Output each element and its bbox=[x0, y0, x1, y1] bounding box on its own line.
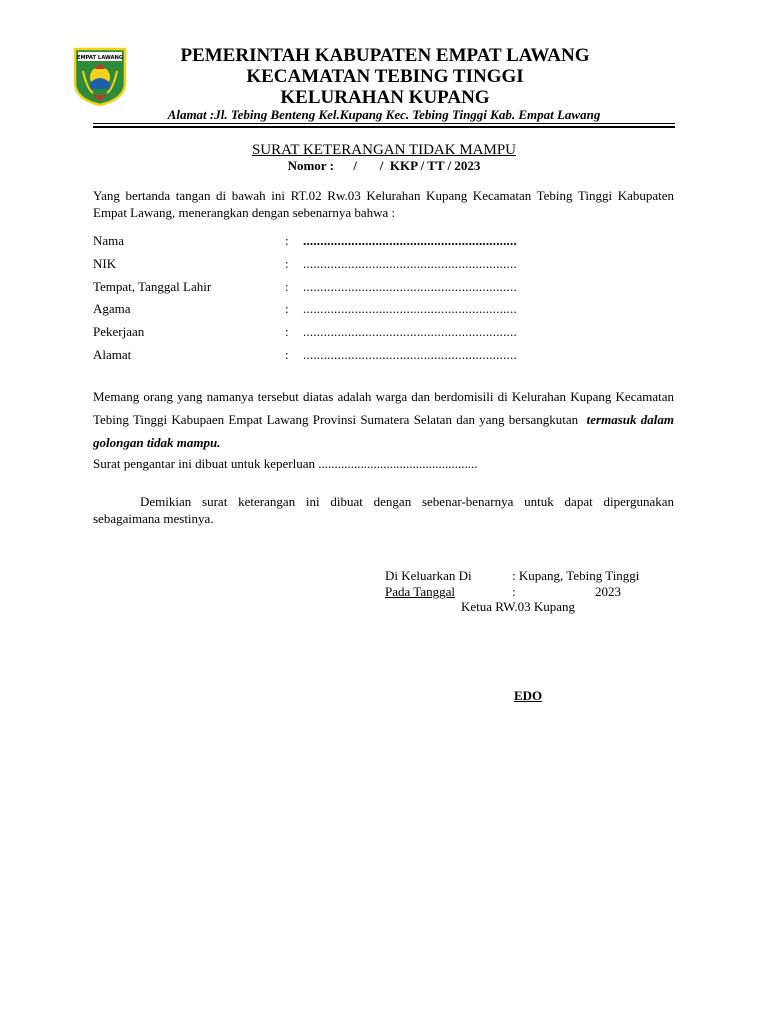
date-row bbox=[385, 584, 628, 600]
field-value: .............................................................. bbox=[303, 279, 517, 294]
header-district: KECAMATAN TEBING TINGGI bbox=[246, 66, 524, 87]
field-label: Pekerjaan bbox=[93, 324, 145, 339]
date-label: Pada Tanggal bbox=[385, 584, 455, 599]
letter-title: SURAT KETERANGAN TIDAK MAMPU bbox=[251, 142, 517, 158]
field-colon: : bbox=[285, 256, 289, 271]
field-value: .............................................................. bbox=[303, 347, 517, 362]
field-colon: : bbox=[285, 233, 289, 248]
logo-text: EMPAT LAWANG bbox=[76, 55, 124, 61]
signer-position: Ketua RW.03 Kupang bbox=[461, 599, 575, 614]
field-label: Tempat, Tanggal Lahir bbox=[93, 279, 212, 294]
field-label: Agama bbox=[93, 301, 131, 316]
purpose-line: Surat pengantar ini dibuat untuk keperluan ................................................. bbox=[93, 456, 478, 471]
header-government: PEMERINTAH KABUPATEN EMPAT LAWANG bbox=[180, 45, 590, 66]
statement-paragraph bbox=[93, 385, 674, 454]
intro-paragraph: Yang bertanda tangan di bawah ini RT.02 Rw.03 Kelurahan Kupang Kecamatan Tebing Tinggi Kabupaten Empat Lawang, menerangkan dengan sebenarnya bahwa : bbox=[93, 188, 674, 220]
field-value: .............................................................. bbox=[303, 256, 517, 271]
letter-number: Nomor : / / KKP / TT / 2023 bbox=[287, 158, 481, 173]
date-colon: : bbox=[512, 584, 516, 599]
field-label: Alamat bbox=[93, 347, 132, 362]
field-label: NIK bbox=[93, 256, 117, 271]
date-year: 2023 bbox=[595, 584, 621, 599]
field-colon: : bbox=[285, 347, 289, 362]
closing-paragraph: Demikian surat keterangan ini dibuat dengan sebenar-benarnya untuk dapat dipergunakan sebagaimana mestinya. bbox=[93, 494, 674, 526]
header-divider-thin bbox=[93, 123, 675, 124]
field-value: .............................................................. bbox=[303, 301, 517, 316]
empat-lawang-emblem-icon bbox=[71, 45, 129, 107]
field-value: .............................................................. bbox=[303, 324, 517, 339]
header-divider-thick bbox=[93, 126, 675, 128]
field-colon: : bbox=[285, 324, 289, 339]
statement-text: Memang orang yang namanya tersebut diatas adalah warga dan berdomisili di Kelurahan Kupang Kecamatan Tebing Tinggi Kabupaen Empat Lawang Provinsi Sumatera Selatan dan yang bersangkutan bbox=[93, 389, 674, 427]
field-colon: : bbox=[285, 301, 289, 316]
field-colon: : bbox=[285, 279, 289, 294]
issued-value: : Kupang, Tebing Tinggi bbox=[512, 568, 640, 583]
signer-name: EDO bbox=[514, 688, 543, 703]
header-village: KELURAHAN KUPANG bbox=[280, 87, 490, 108]
issued-label: Di Keluarkan Di bbox=[385, 568, 472, 583]
statement-emphasis: termasuk dalam golongan tidak mampu. bbox=[93, 412, 674, 450]
field-value: .............................................................. bbox=[303, 233, 517, 248]
field-label: Nama bbox=[93, 233, 125, 248]
header-address: Alamat :Jl. Tebing Benteng Kel.Kupang Kec. Tebing Tinggi Kab. Empat Lawang bbox=[167, 107, 601, 122]
